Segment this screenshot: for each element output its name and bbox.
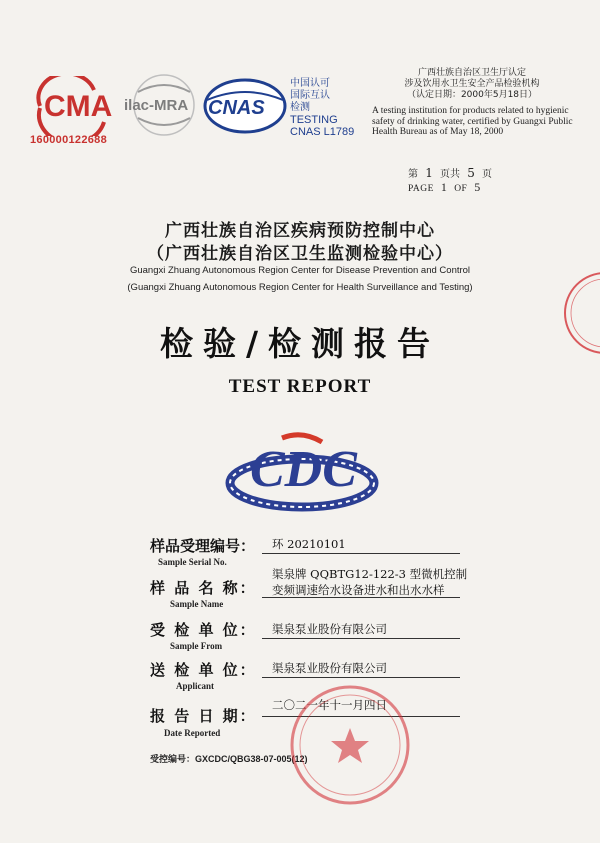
- sample-name-value-line1: 渠泉牌 QQBTG12-122-3 型微机控制: [272, 567, 468, 581]
- sample-serial-label: 样品受理编号：: [150, 537, 256, 555]
- sample-from-value: 渠泉泵业股份有限公司: [272, 622, 387, 636]
- sample-name-value-line2: 变频调速给水设备进水和出水水样: [272, 583, 445, 597]
- official-seal-right: [560, 268, 600, 358]
- applicant-label: 送 检 单 位：: [150, 661, 257, 679]
- date-reported-value: 二〇二一年十一月四日: [272, 698, 387, 712]
- authorization-cn: [372, 68, 572, 101]
- page-number-en: [408, 180, 485, 195]
- ilac-logo-text: ilac-MRA: [124, 97, 189, 114]
- date-reported-sublabel: Date Reported: [164, 728, 221, 738]
- cma-logo: [34, 76, 122, 136]
- date-reported-label: 报 告 日 期：: [150, 707, 257, 725]
- authorization-en: A testing institution for products related to hygienic safety of drinking water, certified by Guangxi Public Health Bureau as of May 18, 2000: [372, 106, 573, 137]
- page-cn-mid: 页共: [440, 169, 461, 180]
- organization-alt-name-en: (Guangxi Zhuang Autonomous Region Center for Health Surveillance and Testing): [127, 282, 473, 293]
- page-en-prefix: PAGE: [408, 184, 434, 194]
- cma-logo-text: CMA: [44, 90, 113, 123]
- authorization-line-2: 涉及饮用水卫生安全产品检验机构: [404, 79, 540, 89]
- applicant-sublabel: Applicant: [176, 681, 215, 691]
- applicant-value: 渠泉泵业股份有限公司: [272, 661, 387, 675]
- page-number-cn: [408, 165, 492, 180]
- official-seal-center: [285, 680, 415, 810]
- sample-from-line: [262, 638, 460, 639]
- cnas-line-5: CNAS L1789: [290, 126, 355, 138]
- cnas-line-1: 中国认可: [290, 78, 330, 89]
- cnas-line-3: 检测: [290, 102, 310, 113]
- cnas-accreditation-text: [290, 78, 354, 138]
- cnas-line-4: TESTING: [290, 114, 338, 126]
- sample-from-label: 受 检 单 位：: [150, 621, 257, 639]
- page-cn-current: 1: [425, 166, 433, 180]
- sample-serial-value: 环 20210101: [272, 537, 346, 551]
- sample-serial-sublabel: Sample Serial No.: [158, 557, 227, 567]
- authorization-line-1: 广西壮族自治区卫生厅认定: [417, 68, 526, 78]
- sample-name-label: 样 品 名 称：: [150, 579, 257, 597]
- report-title-en: TEST REPORT: [228, 376, 372, 397]
- authorization-line-3: （认定日期：2000年5月18日）: [406, 90, 538, 100]
- page-cn-suffix: 页: [482, 169, 493, 180]
- sample-name-sublabel: Sample Name: [170, 599, 224, 609]
- cnas-logo: [202, 76, 288, 136]
- sample-serial-line: [262, 553, 460, 554]
- page-en-current: 1: [440, 180, 448, 194]
- organization-name-cn: 广西壮族自治区疾病预防控制中心: [165, 221, 435, 241]
- ilac-mra-logo: [118, 72, 210, 138]
- page-cn-prefix: 第: [408, 169, 418, 180]
- applicant-line: [262, 677, 460, 678]
- cnas-line-2: 国际互认: [290, 90, 330, 101]
- sample-from-sublabel: Sample From: [170, 641, 223, 651]
- organization-alt-name-cn: （广西壮族自治区卫生监测检验中心）: [147, 244, 453, 264]
- page-cn-total: 5: [467, 166, 475, 180]
- page-en-total: 5: [474, 180, 481, 194]
- cdc-logo-text: CDC: [250, 441, 357, 498]
- cma-number: 160000122688: [30, 134, 108, 146]
- organization-name-en: Guangxi Zhuang Autonomous Region Center for Disease Prevention and Control: [129, 265, 471, 276]
- control-code: 受控编号：GXCDC/QBG38-07-005(12): [150, 754, 308, 764]
- cdc-logo: [222, 428, 382, 518]
- sample-name-line: [262, 597, 460, 598]
- report-title-cn: 检验/检测报告: [159, 324, 441, 363]
- page-en-mid: OF: [454, 184, 468, 194]
- cnas-logo-text: CNAS: [208, 97, 265, 119]
